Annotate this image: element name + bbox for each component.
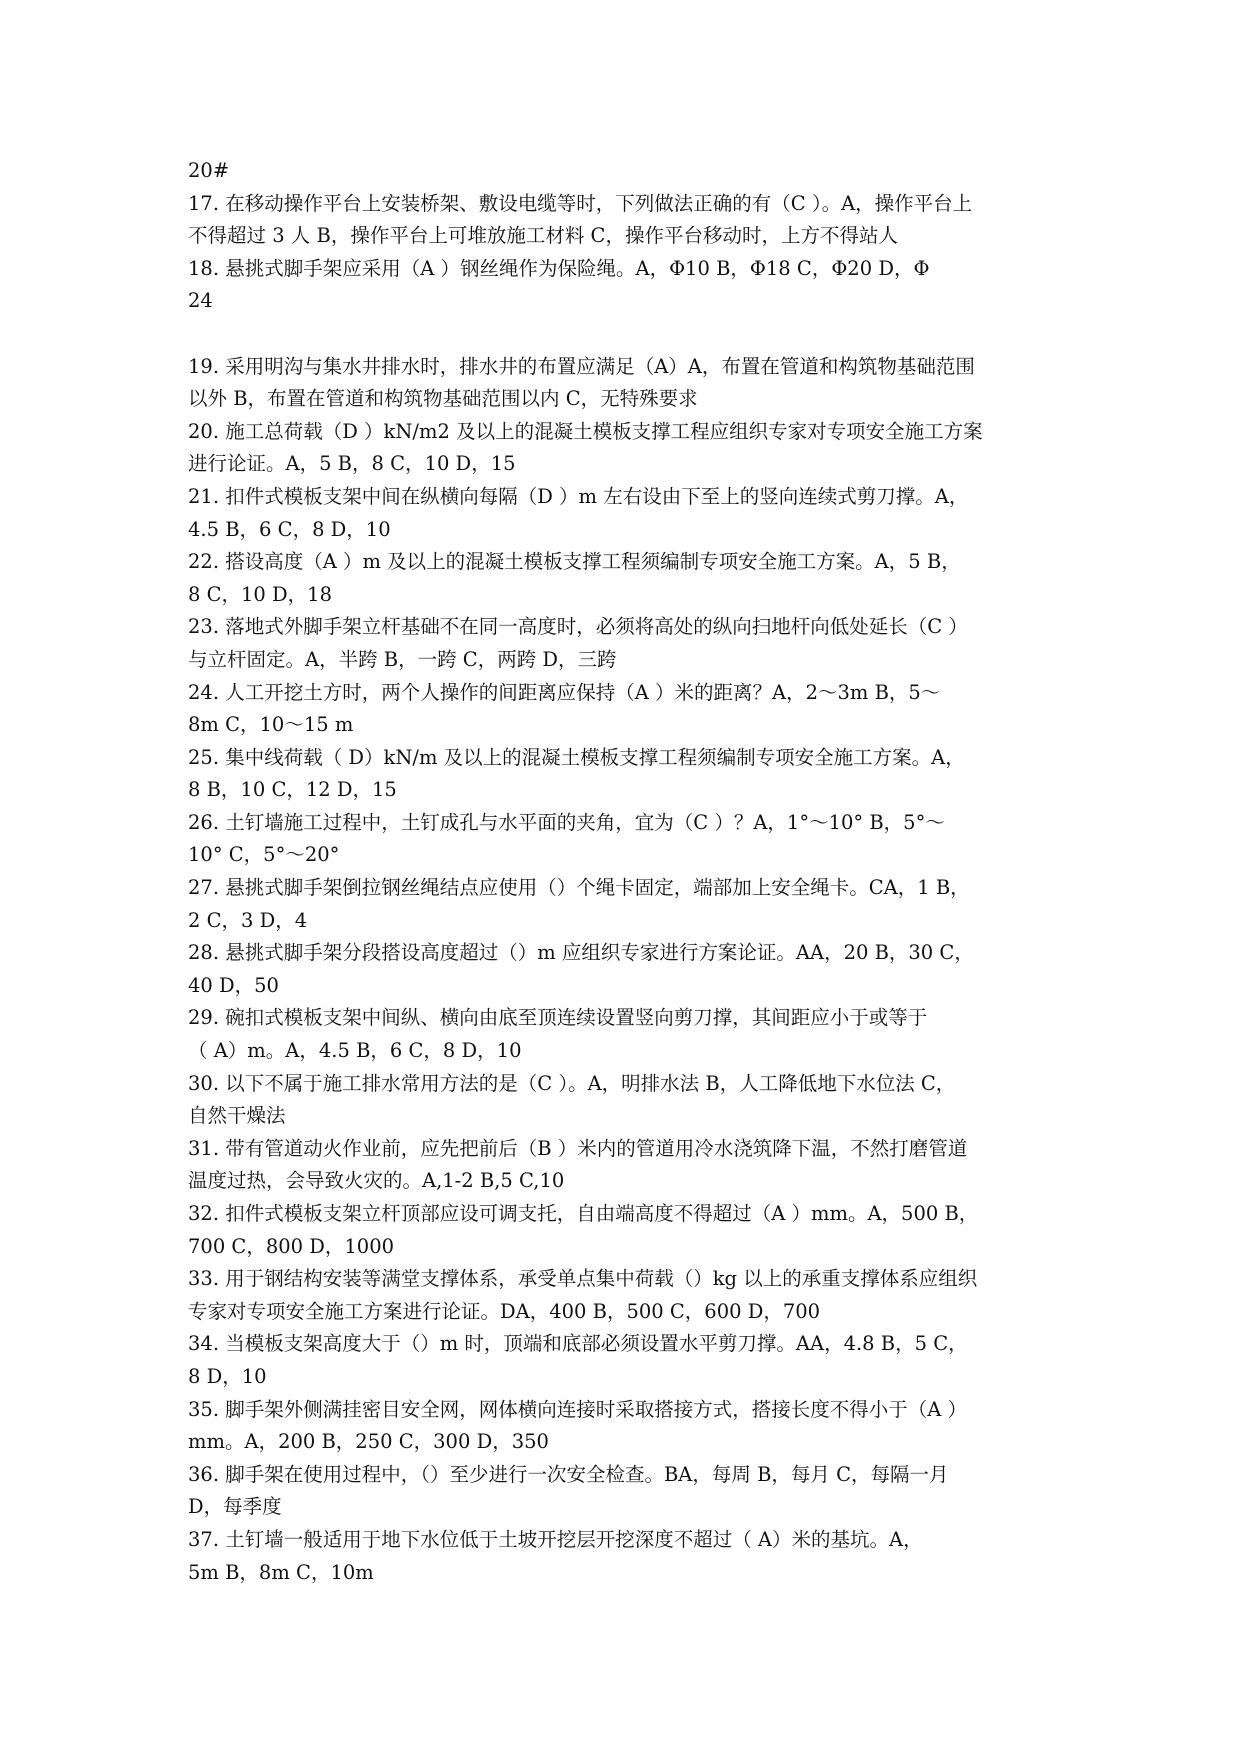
text-line: 32. 扣件式模板支架立杆顶部应设可调支托，自由端高度不得超过（A ）mm。A，500 B， [188, 1202, 979, 1225]
text-line: 22. 搭设高度（A ）m 及以上的混凝土模板支撑工程须编制专项安全施工方案。A，5 B， [188, 550, 961, 574]
text-line: 以外 B，布置在管道和构筑物基础范围以内 C，无特殊要求 [188, 387, 698, 411]
text-line: 40 D，50 [188, 973, 279, 997]
text-line: 35. 脚手架外侧满挂密目安全网，网体横向连接时采取搭接方式，搭接长度不得小于（A ） [188, 1397, 967, 1421]
text-line: 5m B，8m C，10m [188, 1560, 374, 1584]
text-line: 37. 土钉墙一般适用于地下水位低于土坡开挖层开挖深度不超过（ A）米的基坑。A， [188, 1527, 923, 1551]
text-line: 4.5 B，6 C，8 D，10 [188, 517, 391, 541]
text-line: 温度过热，会导致火灾的。A,1-2 B,5 C,10 [188, 1169, 565, 1193]
text-line: 18. 悬挑式脚手架应采用（A ）钢丝绳作为保险绳。A，Φ10 B，Φ18 C，Φ20 D，Φ [188, 256, 930, 280]
text-line: 34. 当模板支架高度大于（）m 时，顶端和底部必须设置水平剪刀撑。AA，4.8 B，5 C， [188, 1332, 968, 1356]
text-line: D，每季度 [188, 1495, 282, 1519]
text-line: 专家对专项安全施工方案进行论证。DA，400 B，500 C，600 D，700 [188, 1299, 821, 1323]
text-line: 29. 碗扣式模板支架中间纵、横向由底至顶连续设置竖向剪刀撑，其间距应小于或等于 [188, 1006, 928, 1030]
text-line: 10° C，5°～20° [188, 843, 340, 867]
text-line: 自然干燥法 [188, 1104, 286, 1128]
text-line: 700 C，800 D，1000 [188, 1234, 395, 1258]
text-line: 25. 集中线荷载（ D）kN/m 及以上的混凝土模板支撑工程须编制专项安全施工方案。A， [188, 745, 965, 769]
text-line: 19. 采用明沟与集水井排水时，排水井的布置应满足（A）A，布置在管道和构筑物基础范围 [188, 354, 975, 378]
blank-line [188, 318, 1068, 351]
text-line: 8 D，10 [188, 1364, 267, 1388]
text-line: 20. 施工总荷载（D ）kN/m2 及以上的混凝土模板支撑工程应组织专家对专项安全施工方案 [188, 419, 983, 443]
text-line: 17. 在移动操作平台上安装桥架、敷设电缆等时，下列做法正确的有（C ）。A，操作平台上 [188, 191, 973, 215]
text-line: 与立杆固定。A，半跨 B，一跨 C，两跨 D，三跨 [188, 647, 617, 671]
text-line: 20# [188, 159, 230, 182]
text-line: 24. 人工开挖土方时，两个人操作的间距离应保持（A ）米的距离？A，2～3m B，5～ [188, 680, 941, 704]
text-line: 33. 用于钢结构安装等满堂支撑体系，承受单点集中荷载（）kg 以上的承重支撑体系应组织 [188, 1267, 978, 1291]
text-line: 30. 以下不属于施工排水常用方法的是（C ）。A，明排水法 B，人工降低地下水位法 C， [188, 1071, 956, 1095]
text-line: 2 C，3 D，4 [188, 908, 308, 932]
text-line: （ A）m。A，4.5 B，6 C，8 D，10 [188, 1039, 522, 1063]
text-line: 31. 带有管道动火作业前，应先把前后（B ）米内的管道用冷水浇筑降下温，不然打磨管道 [188, 1136, 968, 1160]
text-line: 不得超过 3 人 B，操作平台上可堆放施工材料 C，操作平台移动时，上方不得站人 [188, 224, 898, 248]
text-line: mm。A，200 B，250 C，300 D，350 [188, 1430, 549, 1454]
text-line: 36. 脚手架在使用过程中，（）至少进行一次安全检查。BA，每周 B，每月 C，每隔一月 [188, 1462, 949, 1486]
text-line: 28. 悬挑式脚手架分段搭设高度超过（）m 应组织专家进行方案论证。AA，20 B，30 C， [188, 941, 974, 965]
text-line: 进行论证。A，5 B，8 C，10 D，15 [188, 452, 516, 476]
text-line: 8 B，10 C，12 D，15 [188, 778, 397, 802]
text-line: 8 C，10 D，18 [188, 582, 332, 606]
text-line: 27. 悬挑式脚手架倒拉钢丝绳结点应使用（）个绳卡固定，端部加上安全绳卡。CA，1 B， [188, 876, 970, 900]
text-line: 8m C，10～15 m [188, 713, 354, 737]
document-page [188, 155, 1068, 1589]
text-line: 26. 土钉墙施工过程中，土钉成孔与水平面的夹角，宜为（C ）？A，1°～10° B，5°～ [188, 810, 945, 834]
text-line: 23. 落地式外脚手架立杆基础不在同一高度时，必须将高处的纵向扫地杆向低处延长（C ） [188, 615, 968, 639]
text-line: 21. 扣件式模板支架中间在纵横向每隔（D ）m 左右设由下至上的竖向连续式剪刀撑。A， [188, 484, 969, 508]
text-line: 24 [188, 289, 213, 313]
